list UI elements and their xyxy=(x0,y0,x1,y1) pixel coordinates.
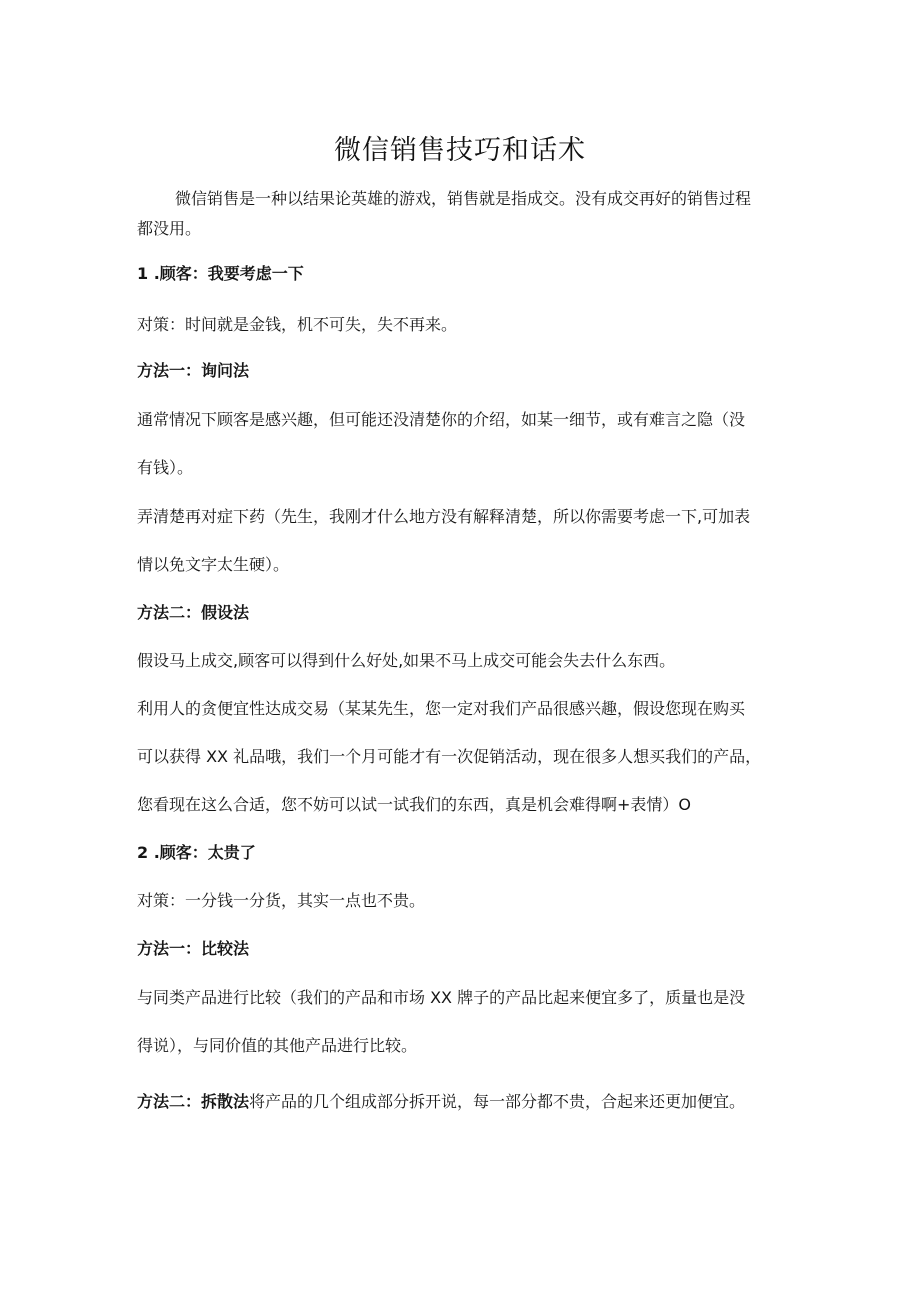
section-2-method-1-line-1: 与同类产品进行比较（我们的产品和市场 XX 牌子的产品比起来便宜多了，质量也是没 xyxy=(137,988,746,1007)
section-2-heading: 2 .顾客：太贵了 xyxy=(137,843,256,862)
section-2-method-2-title: 方法二：拆散法 xyxy=(137,1092,250,1111)
section-2-method-1-line-2: 得说），与同价值的其他产品进行比较。 xyxy=(137,1036,418,1055)
section-1-method-1-line-3: 弄清楚再对症下药（先生，我刚才什么地方没有解释清楚，所以你需要考虑一下,可加表 xyxy=(137,507,751,526)
document-title: 微信销售技巧和话术 xyxy=(334,135,586,166)
section-1-strategy: 对策：时间就是金钱，机不可失，失不再来。 xyxy=(137,315,458,334)
section-1-method-1-line-1: 通常情况下顾客是感兴趣，但可能还没清楚你的介绍，如某一细节，或有难言之隐（没 xyxy=(137,410,746,429)
section-1-method-2-line-2: 利用人的贪便宜性达成交易（某某先生，您一定对我们产品很感兴趣，假设您现在购买 xyxy=(137,699,746,718)
section-1-heading: 1 .顾客：我要考虑一下 xyxy=(137,264,304,283)
section-1-method-2-title: 方法二：假设法 xyxy=(137,603,250,622)
section-2-method-1-title: 方法一：比较法 xyxy=(137,939,250,958)
section-1-method-2-line-4: 您看现在这么合适，您不妨可以试一试我们的东西，真是机会难得啊+表情）O xyxy=(137,795,692,814)
section-1-method-1-title: 方法一：询问法 xyxy=(137,361,250,380)
section-1-method-1-line-4: 情以免文字太生硬）。 xyxy=(137,555,290,574)
section-2-method-2-line xyxy=(137,1091,745,1113)
section-1-method-2-line-1: 假设马上成交,顾客可以得到什么好处,如果不马上成交可能会失去什么东西。 xyxy=(137,651,676,670)
section-2-strategy: 对策：一分钱一分货，其实一点也不贵。 xyxy=(137,891,426,910)
section-1-method-2-line-3: 可以获得 XX 礼品哦，我们一个月可能才有一次促销活动，现在很多人想买我们的产品， xyxy=(137,747,762,766)
intro-line-2: 都没用。 xyxy=(137,219,202,238)
intro-line-1: 微信销售是一种以结果论英雄的游戏，销售就是指成交。没有成交再好的销售过程 xyxy=(175,189,752,208)
section-2-method-2-text: 将产品的几个组成部分拆开说，每一部分都不贵，合起来还更加便宜。 xyxy=(249,1092,746,1111)
section-1-method-1-line-2: 有钱）。 xyxy=(137,458,194,477)
